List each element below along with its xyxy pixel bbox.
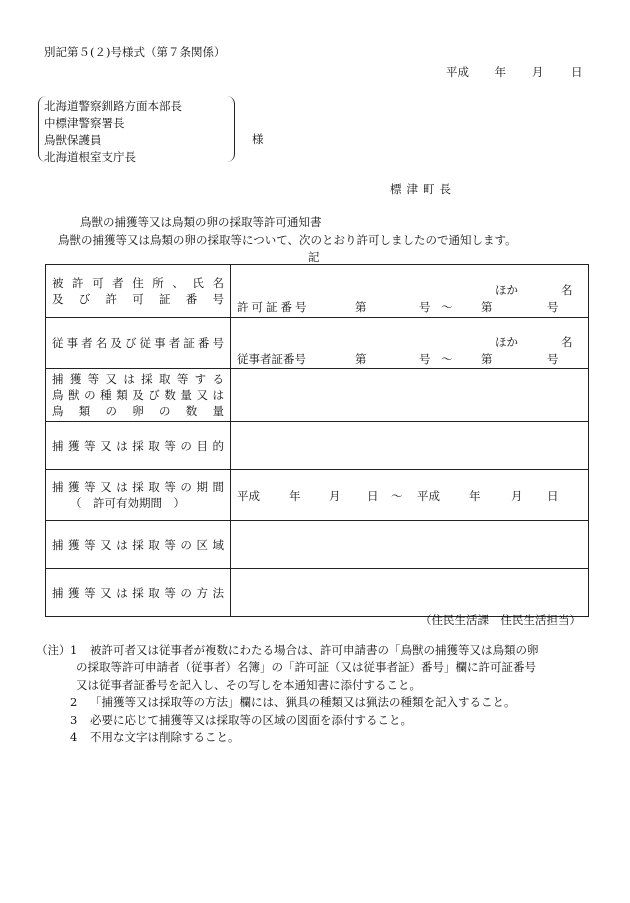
- to-year: 年: [469, 489, 481, 503]
- row-period: [46, 470, 589, 521]
- note-line: 又は従事者証番号を記入し、その写しを本通知書に添付すること。: [76, 677, 421, 692]
- to-day: 日: [547, 489, 559, 503]
- addressee-bracket-right: [226, 96, 235, 162]
- value-worker[interactable]: [231, 318, 589, 369]
- hoka-text: ほか: [495, 335, 518, 349]
- row-permit-holder: [46, 265, 589, 318]
- dai-text: 第: [355, 300, 367, 314]
- from-day: 日: [367, 489, 379, 503]
- label-line: 被許可者住所、氏名: [52, 276, 224, 290]
- date-era: 平成: [446, 65, 469, 79]
- label-line: 従事者名及び従事者証番号: [52, 336, 224, 350]
- label-line: 捕獲等又は採取等の目的: [52, 438, 224, 453]
- honorific-sama: 様: [252, 132, 264, 146]
- label-species: [46, 369, 231, 422]
- value-area[interactable]: [231, 521, 589, 569]
- gou-text: 号: [419, 300, 431, 314]
- notes-section: [36, 642, 539, 746]
- ki-marker: 記: [308, 250, 320, 264]
- mei-text: 名: [561, 335, 573, 349]
- department-footer: （住民生活課 住民生活担当）: [420, 613, 581, 627]
- label-line: 鳥獣の種類及び数量又は: [52, 388, 224, 402]
- addressee: 北海道根室支庁長: [44, 150, 136, 164]
- note-item: [36, 729, 539, 746]
- value-permit-holder[interactable]: [231, 265, 589, 318]
- row-worker: [46, 318, 589, 369]
- range-tilde: ～: [441, 300, 453, 314]
- label-line: 鳥類の卵の数量: [52, 404, 224, 418]
- from-year: 年: [289, 489, 301, 503]
- gou-text: 号: [419, 352, 431, 366]
- addressee: 北海道警察釧路方面本部長: [44, 99, 182, 113]
- form-number: 別記第５(２)号様式（第７条関係）: [44, 45, 226, 59]
- note-number: 2: [70, 695, 78, 710]
- mei-text: 名: [561, 283, 573, 297]
- issue-date: [446, 64, 582, 80]
- row-area: [46, 521, 589, 569]
- note-item: [36, 712, 539, 729]
- addressee: 中標津警察署長: [44, 116, 125, 130]
- label-area: [46, 521, 231, 569]
- issuer-mayor: 標津町長: [390, 182, 456, 196]
- note-number: 1: [70, 643, 78, 657]
- label-line: （ 許可有効期間 ）: [70, 496, 185, 510]
- label-method: [46, 569, 231, 617]
- note-number: 4: [70, 730, 78, 745]
- addressee: 鳥獣保護員: [44, 133, 102, 147]
- dai-text: 第: [481, 352, 493, 366]
- permit-number-label: 許可証番号: [237, 300, 310, 314]
- row-purpose: [46, 422, 589, 470]
- gou-text: 号: [547, 300, 559, 314]
- dai-text: 第: [481, 300, 493, 314]
- intro-text: 鳥獣の捕獲等又は鳥類の卵の採取等について、次のとおり許可しましたので通知します。: [58, 233, 517, 247]
- date-year: 年: [494, 65, 507, 79]
- value-method[interactable]: [231, 569, 589, 617]
- note-line: の採取等許可申請者（従事者）名簿」の「許可証（又は従事者証）番号」欄に許可証番号: [76, 660, 536, 675]
- notes-prefix: （注）: [36, 643, 71, 657]
- label-line: 及び許可証番号: [52, 292, 224, 306]
- label-line: 捕獲等又は採取等の区域: [52, 537, 224, 552]
- to-month: 月: [511, 489, 523, 503]
- gou-text: 号: [547, 352, 559, 366]
- label-line: 捕獲等又は採取等する: [52, 372, 224, 386]
- value-species[interactable]: [231, 369, 589, 422]
- to-era: 平成: [417, 489, 440, 503]
- range-tilde: ～: [391, 489, 403, 503]
- label-period: [46, 470, 231, 521]
- note-number: 3: [70, 712, 78, 727]
- note-item: [36, 694, 539, 711]
- dai-text: 第: [355, 352, 367, 366]
- label-line: 捕獲等又は採取等の方法: [52, 585, 224, 600]
- row-species: [46, 369, 589, 422]
- date-day: 日: [570, 65, 583, 79]
- label-permit-holder: [46, 265, 231, 318]
- range-tilde: ～: [441, 352, 453, 366]
- hoka-text: ほか: [495, 283, 518, 297]
- document-title: 鳥獣の捕獲等又は鳥類の卵の採取等許可通知書: [80, 215, 322, 229]
- worker-number-label: 従事者証番号: [237, 352, 306, 366]
- value-period[interactable]: [231, 470, 589, 521]
- from-month: 月: [329, 489, 341, 503]
- date-month: 月: [531, 65, 544, 79]
- note-line: 「捕獲等又は採取等の方法」欄には、猟具の種類又は猟法の種類を記入すること。: [90, 695, 516, 710]
- label-purpose: [46, 422, 231, 470]
- from-era: 平成: [237, 489, 260, 503]
- permit-table: [45, 264, 589, 617]
- label-worker: [46, 318, 231, 369]
- label-line: 捕獲等又は採取等の期間: [52, 480, 224, 494]
- note-item: [36, 642, 539, 694]
- note-line: 必要に応じて捕獲等又は採取等の区域の図面を添付すること。: [90, 712, 412, 727]
- row-method: [46, 569, 589, 617]
- addressee-list: [44, 98, 182, 166]
- value-purpose[interactable]: [231, 422, 589, 470]
- note-line: 被許可者又は従事者が複数にわたる場合は、許可申請書の「鳥獣の捕獲等又は鳥類の卵: [90, 643, 539, 657]
- note-line: 不用な文字は削除すること。: [90, 730, 240, 745]
